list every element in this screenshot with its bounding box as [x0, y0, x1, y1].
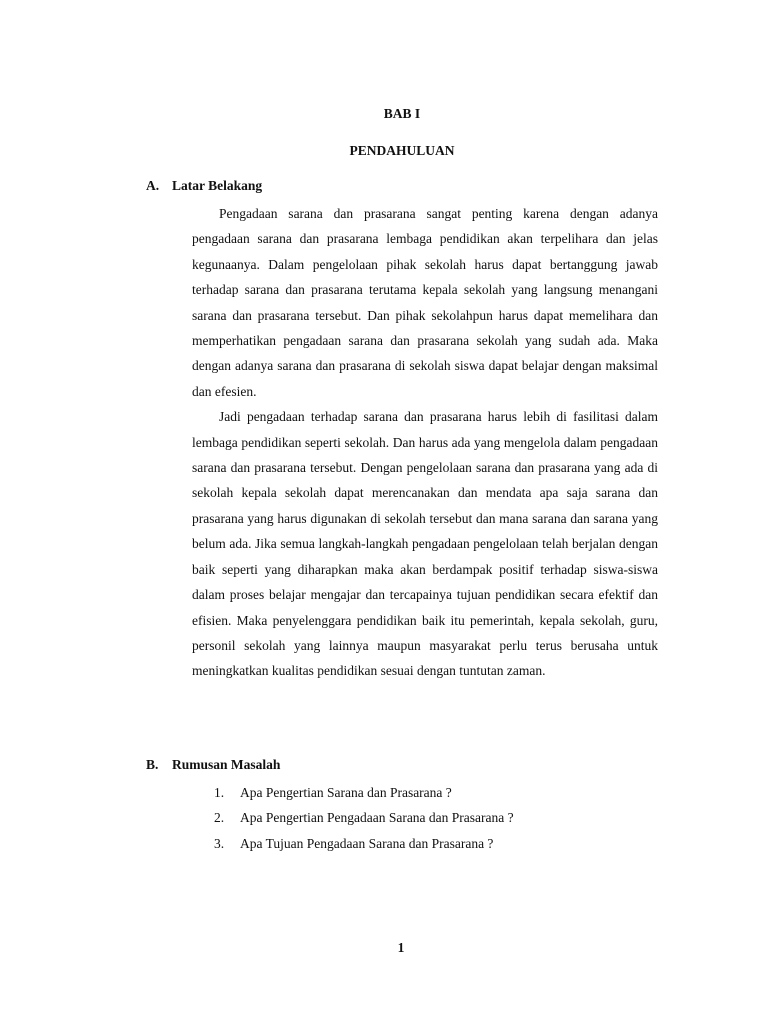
chapter-title: PENDAHULUAN	[349, 143, 455, 158]
section-a-body	[192, 201, 658, 684]
section-a-heading	[146, 178, 262, 194]
section-b-title: Rumusan Masalah	[172, 757, 281, 772]
section-a-title: Latar Belakang	[172, 178, 263, 193]
list-item	[214, 805, 514, 830]
list-item	[214, 831, 514, 856]
list-item-number: 1.	[214, 785, 225, 800]
problem-list	[214, 780, 514, 856]
section-b-letter: B.	[146, 757, 159, 772]
paragraph: Jadi pengadaan terhadap sarana dan prasarana harus lebih di fasilitasi dalam lembaga pendidikan seperti sekolah. Dan harus ada yang mengelola dalam pengadaan sarana dan prasarana tersebut. Dengan pengelolaan sarana dan prasarana yang ada di sekolah kepala sekolah dapat merencanakan dan mendata apa saja sarana dan prasarana yang harus digunakan di sekolah tersebut dan mana sarana dan sarana yang belum ada. Jika semua langkah-langkah pengadaan pengelolaan telah berjalan dengan baik seperti yang diharapkan maka akan berdampak positif terhadap siswa-siswa dalam proses belajar mengajar dan tercapainya tujuan pendidikan secara efektif dan efisien. Maka penyelenggara pendidikan baik itu pemerintah, kepala sekolah, guru, personil sekolah yang lainnya maupun masyarakat perlu terus berusaha untuk meningkatkan kualitas pendidikan sesuai dengan tuntutan zaman.	[192, 409, 658, 679]
list-item-text: Apa Tujuan Pengadaan Sarana dan Prasarana ?	[240, 835, 494, 851]
page-number: 1	[397, 940, 405, 955]
section-b-heading	[146, 757, 280, 773]
chapter-heading: BAB I	[383, 106, 421, 121]
paragraph: Pengadaan sarana dan prasarana sangat penting karena dengan adanya pengadaan sarana dan prasarana lembaga pendidikan akan terpelihara dan jelas kegunaanya. Dalam pengelolaan pihak sekolah harus dapat bertanggung jawab terhadap sarana dan prasarana terutama kepala sekolah yang langsung menangani sarana dan prasarana tersebut. Dan pihak sekolahpun harus dapat memelihara dan memperhatikan pengadaan sarana dan prasarana sekolah yang sudah ada. Maka dengan adanya sarana dan prasarana di sekolah siswa dapat belajar dengan maksimal dan efesien.	[192, 206, 658, 399]
list-item-number: 3.	[214, 835, 225, 851]
section-a-letter: A.	[146, 178, 160, 193]
list-item-number: 2.	[214, 810, 225, 826]
list-item-text: Apa Pengertian Pengadaan Sarana dan Prasarana ?	[240, 810, 514, 826]
list-item-text: Apa Pengertian Sarana dan Prasarana ?	[240, 785, 452, 800]
list-item	[214, 780, 514, 805]
